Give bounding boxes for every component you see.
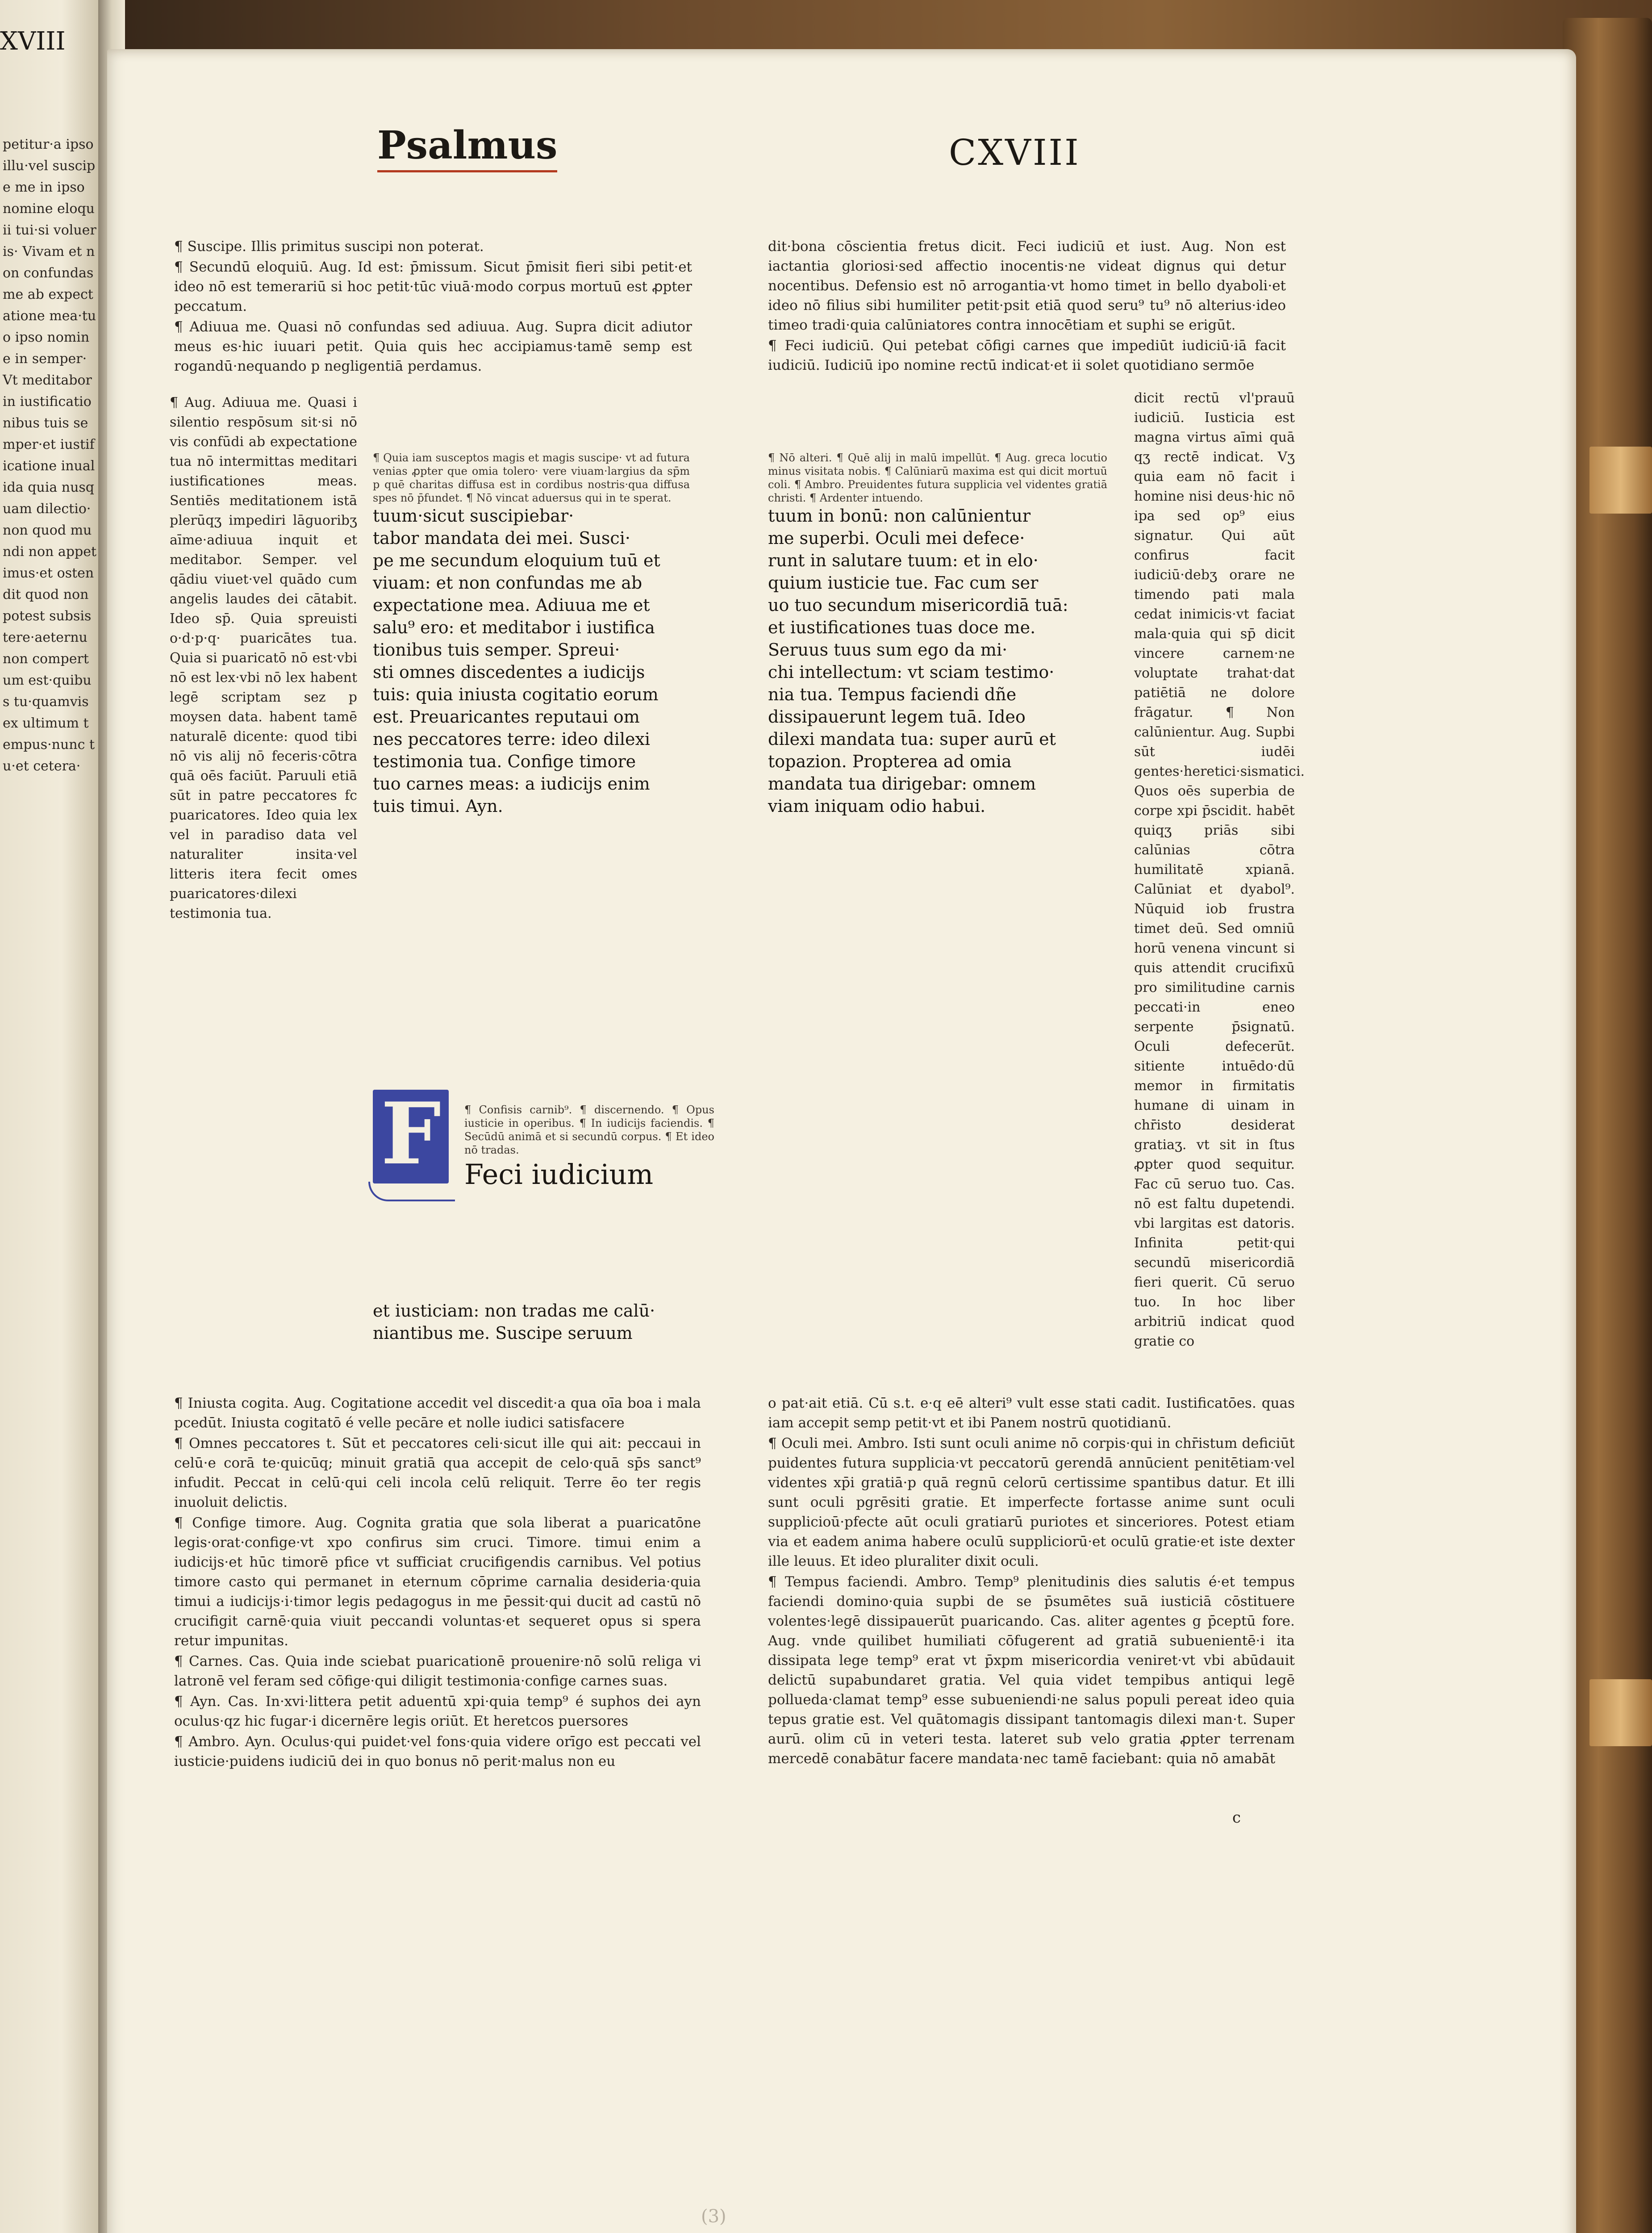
folio-number: (3) (701, 2206, 726, 2227)
gloss-bottom-left (174, 1393, 701, 1772)
initial-flourish (368, 1182, 455, 1201)
bible-text-left (373, 451, 690, 817)
gloss-paragraph: ¶ Ambro. Ayn. Oculus·qui puidet·vel fons·quia videre orīgo est peccati vel iusticie·puidens iudiciū dei in quo bonus nō perit·malus non eu (174, 1734, 701, 1769)
verse-line: dilexi mandata tua: super aurū et (768, 729, 1056, 749)
gloss-paragraph: o pat·ait etiā. Cū s.t. e·q eē alteri⁹ vult esse stati cadit. Iustificatōes. quas iam accepit semp petit·vt et ibi Panem nostrū quotidianū. (768, 1395, 1295, 1431)
verse-line: Seruus tuus sum ego da mi· (768, 640, 1008, 660)
signature-mark: c (1232, 1809, 1241, 1827)
verse-line: salu⁹ ero: et meditabor i iustifica (373, 618, 655, 637)
verse-line: viuam: et non confundas me ab (373, 573, 642, 593)
interlinear-gloss: ¶ Nō alteri. ¶ Quē alij in malū impellūt. ¶ Aug. greca locutio minus visitata nobis. ¶ Calūniarū maxima est qui dicit mortuū coli. ¶ Ambro. Preuidentes futura supplicia vel videntes gratiā christi. ¶ Ardenter intuendo. (768, 452, 1107, 504)
gloss-paragraph: ¶ Carnes. Cas. Quia inde sciebat puaricationē prouenire·nō solū religa vi latronē vel feram sed cōfige·qui diligit testimonia·confige carnes suas. (174, 1653, 701, 1689)
verse-line: tuis timui. Ayn. (373, 796, 503, 816)
gloss-right-narrow: dicit rectū vl'prauū iudiciū. Iusticia est magna virtus aīmi quā qʒ rectē indicat. Vʒ quia eam nō facit i homine nisi deus·hic nō ipa sed op⁹ eius signatur. Qui aūt confirus facit iudiciū·debʒ orare ne timendo pati mala cedat inimicis·vt faciat mala·quia qui sp̄ dicit vincere carnem·ne voluptate trahat·dat patiētiā ne dolore frāgatur. ¶ Non calūnientur. Aug. Supbi sūt iudēi gentes·heretici·sismatici. Quos oēs superbia de corpe xpi p̄scidit. habēt quiqʒ priās sibi calūnias cōtra humilitatē xpianā. Calūniat et dyabol⁹. Nūquid iob frustra timet deū. Sed omniū horū venena vincunt si quis attendit crucifixū pro similitudine carnis peccati·in eneo serpente p̄signatū. Oculi defecerūt. sitiente intuēdo·dū memor in firmitatis humane di uinam in chr̄isto desiderat gratiaʒ. vt sit in ſtus ꝓpter quod sequitur. Fac cū seruo tuo. Cas. nō est faltu dupetendi. vbi largitas est datoris. Infinita petit·qui secundū misericordiā fieri querit. Cū seruo tuo. In hoc liber arbitriū indicat quod gratie co (1134, 390, 1305, 1349)
verse-line: sti omnes discedentes a iudicijs (373, 662, 645, 682)
left-page-text: petitur·a ipso illu·vel suscipe me in ipso nomine eloquii tui·si volueris· Vivam et non confundas me ab expectatione mea·tuo ipso nomine in semper· Vt meditabor in iustificationibus tuis semper·et iustificatione inualida quia nusquam dilectio·non quod mundi non appetimus·et ostendit quod non potest subsistere·aeternu non compertum est·quibus tu·quamvis ex ultimum tempus·nunc tu·et cetera· (3, 137, 96, 774)
initial-letter: F (381, 1084, 441, 1183)
verse-line: tuis: quia iniusta cogitatio eorum (373, 685, 659, 704)
gloss-paragraph: ¶ Tempus faciendi. Ambro. Temp⁹ plenitudinis dies salutis é·et tempus faciendi domino·quia supbi de se p̄sumētes suā iusticiā cōstituere volentes·legē dissipauerūt puaricando. Cas. aliter agentes g p̄ceptū fore. Aug. vnde quilibet humiliati cōfugerent ad gratiā subuenientē·i ita dissipata lege temp⁹ erat vt p̄xpm misericordia veniret·vt vbi abūdauit delictū supabundaret gratia. Vel quia videt tempibus antiqui legē pollueda·clamat temp⁹ esse subueniendi·ne salus populi pereat ideo quia tepus gratie est. Vel quātomagis dissipant tantomagis dilexi man·t. Super aurū. olim cū in veteri testa. lateret sub velo gratia ꝓpter terrenam mercedē conabātur facere mandata·nec tamē faciebant: quia nō amabāt (768, 1574, 1295, 1767)
verse-line: me superbi. Oculi mei defece· (768, 528, 1025, 548)
gloss-paragraph: ¶ Omnes peccatores t. Sūt et peccatores celi·sicut ille qui ait: peccaui in celū·e corā te·quicūq; minuit gratiā qua accepit de celo·quā sp̄s sanct⁹ infudit. Peccat in celū·qui celi incola celū reliquit. Terre ēo ter regis inuoluit delictis. (174, 1435, 701, 1510)
clasp-upper (1589, 447, 1652, 514)
gloss-paragraph: dit·bona cōscientia fretus dicit. Feci iudiciū et iust. Aug. Non est iactantia gloriosi·sed affectio inocentis·ne videat dignus qui detur nocentibus. Defensio est nō arrogantia·vt homo timet in bello dyaboli·et ideo nō filius sibi humiliter petit·psit etiā quod seru⁹ tu⁹ nō alterius·ideo timeo tradi·quia calūniatores contra innocētiam et suphi se erigūt. (768, 238, 1286, 333)
verse-line: et iustificationes tuas doce me. (768, 618, 1036, 637)
gloss-paragraph: ¶ Ayn. Cas. In·xvi·littera petit aduentū xpi·quia temp⁹ é suphos dei ayn oculus·qz hic fugar·i dicernēre legis oriūt. Et heretcos puersores (174, 1694, 701, 1729)
verse-line: est. Preuaricantes reputaui om (373, 707, 640, 727)
bible-text-left-second (464, 1103, 714, 1192)
verse-line: dissipauerunt legem tuā. Ideo (768, 707, 1026, 727)
verse-line: tionibus tuis semper. Spreui· (373, 640, 620, 660)
verse-line: Feci iudicium (464, 1158, 654, 1191)
running-title-right: CXVIII (949, 132, 1080, 173)
verse-line: pe me secundum eloquium tuū et (373, 551, 660, 570)
verse-line: runt in salutare tuum: et in elo· (768, 551, 1039, 570)
verse-line: chi intellectum: vt sciam testimo· (768, 662, 1055, 682)
main-page (107, 49, 1576, 2233)
bible-text-right (768, 451, 1107, 817)
bible-text-left-third (373, 1300, 717, 1344)
gloss-paragraph: ¶ Oculi mei. Ambro. Isti sunt oculi anime nō corpis·qui in chr̄istum deficiūt puidentes futura supplicia·vt peccatorū gerendā annūcient penitētiam·vel videntes xp̄i gratiā·p quā regnū celorū certissime spantibus datur. Et illi sunt oculi pgrēsiti gratie. Et imperfecte fortasse anime sunt oculi supplicioū·pfecte aūt oculi gratiarū puriotes et sinceriores. Potest etiam via et eadem anima habere oculū suppliciorū·et oculū gratie·et iste dexter ille leuus. Et ideo pluraliter dixit oculi. (768, 1435, 1295, 1569)
title-underline (377, 170, 557, 172)
verse-line: viam iniquam odio habui. (768, 796, 986, 816)
verse-line: testimonia tua. Confige timore (373, 752, 636, 771)
decorated-initial-f (373, 1084, 449, 1183)
verse-line: tuum in bonū: non calūnientur (768, 506, 1031, 526)
board-edge (1563, 18, 1652, 2233)
verse-line: expectatione mea. Adiuua me et (373, 595, 650, 615)
left-facing-page (0, 0, 103, 2233)
verse-line: niantibus me. Suscipe seruum (373, 1323, 633, 1343)
verse-line: et iusticiam: non tradas me calū· (373, 1301, 655, 1321)
gloss-paragraph: ¶ Secundū eloquiū. Aug. Id est: p̄missum. Sicut p̄misit fieri sibi petit·et ideo nō est temerariū si hoc petit·tūc viuā·modo corpus mortuū est ꝓpter peccatum. (174, 259, 692, 314)
interlinear-gloss: ¶ Confisis carnib⁹. ¶ discernendo. ¶ Opus iusticie in operibus. ¶ In iudicijs faciendis. ¶ Secūdū animā et si secundū corpus. ¶ Et ideo nō tradas. (464, 1104, 714, 1156)
verse-line: nia tua. Tempus faciendi dñe (768, 685, 1017, 704)
verse-line: uo tuo secundum misericordiā tuā: (768, 595, 1068, 615)
verse-line: quium iusticie tue. Fac cum ser (768, 573, 1039, 593)
running-title-left (377, 123, 557, 168)
gloss-right-top (768, 237, 1286, 376)
gloss-paragraph: ¶ Iniusta cogita. Aug. Cogitatione accedit vel discedit·a qua oīa boa i mala pcedūt. Iniusta cogitatō é velle pecāre et nolle iudici satisfacere (174, 1395, 701, 1431)
running-title-left-text: Psalmus (377, 123, 558, 168)
gloss-left-narrow: ¶ Aug. Adiuua me. Quasi i silentio respōsum sit·si nō vis confūdi ab expectatione tua nō intermittas meditari iustificationes meas. Sentiēs meditationem istā plerūqʒ impediri lāguoribʒ aīme·adiuua inquit et meditabor. Semper. vel qādiu viuet·vel quādo cum angelis laudes dei cātabit. Ideo sp̄. Quia spreuisti o·d·p·q· puaricātes tua. Quia si puaricatō nō est·vbi nō est lex·vbi nō lex habent legē scriptam sez p moysen data. habent tamē naturalē dicente: quod tibi nō vis alij nō feceris·cōtra quā oēs faciūt. Paruuli etiā sūt in patre peccatores fc puaricatores. Ideo quia lex vel in paradiso data vel naturaliter insita·vel litteris itera fecit omes puaricatores·dilexi testimonia tua. (170, 395, 357, 921)
verse-line: tuum·sicut suscipiebar· (373, 506, 574, 526)
verse-line: nes peccatores terre: ideo dilexi (373, 729, 651, 749)
interlinear-gloss: ¶ Quia iam susceptos magis et magis suscipe· vt ad futura venias ꝓpter que omia tolero· vere viuam·largius da sp̄m p quē charitas diffusa est in cordibus nostris·qua diffusa spes nō p̄fundet. ¶ Nō vincat aduersus qui in te sperat. (373, 452, 690, 504)
clasp-lower (1589, 1679, 1652, 1746)
gloss-left-top (174, 237, 692, 377)
gloss-paragraph: ¶ Adiuua me. Quasi nō confundas sed adiuua. Aug. Supra dicit adiutor meus es·hic iuuari petit. Quia quis hec accipiamus·tamē semp est rogandū·nequando p negligentiā perdamus. (174, 319, 692, 374)
left-page-running-head: XVIII (0, 27, 66, 56)
gloss-paragraph: ¶ Confige timore. Aug. Cognita gratia que sola liberat a puaricatōne legis·orat·confige·vt xpo confirus sim cruci. Timore. timui enim a iudicijs·et hūc timorē pfice vt sufficiat crucifigendis carnibus. Vel potius timore casto qui permanet in eternum cōprime carnalia desideria·quia timui a iudicijs·i·timor legis pedagogus in me p̄essit·qui ducit ad castū nō crucifigit carnē·quia viuit peccandi voluntas·et sequeret opus si spera retur impunitas. (174, 1515, 701, 1649)
verse-line: tuo carnes meas: a iudicijs enim (373, 774, 650, 794)
verse-line: tabor mandata dei mei. Susci· (373, 528, 630, 548)
verse-line: mandata tua dirigebar: omnem (768, 774, 1036, 794)
gloss-bottom-right (768, 1393, 1295, 1769)
gloss-paragraph: ¶ Feci iudiciū. Qui petebat cōfigi carnes que impediūt iudiciū·iā facit iudiciū. Iudiciū ipo nomine rectū indicat·et ii solet quotidiano sermōe (768, 338, 1286, 373)
gloss-paragraph: ¶ Suscipe. Illis primitus suscipi non poterat. (174, 238, 484, 255)
verse-line: topazion. Propterea ad omia (768, 752, 1012, 771)
